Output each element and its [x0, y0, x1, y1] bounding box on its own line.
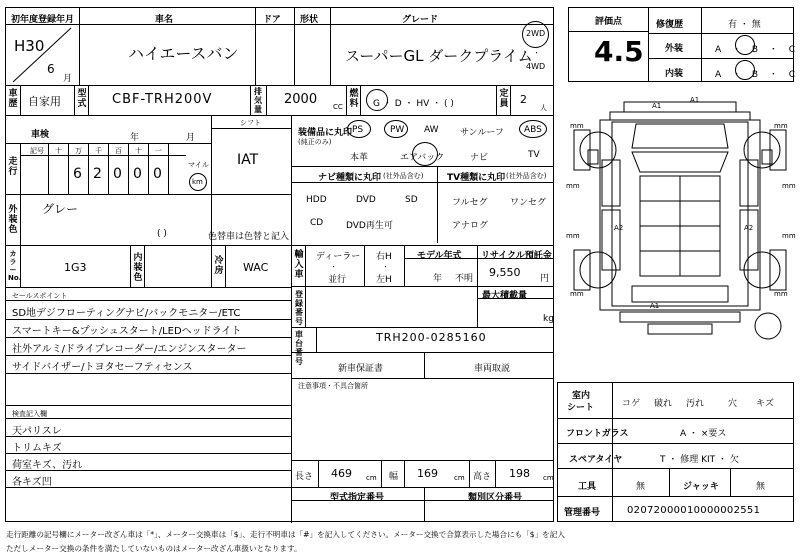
seat-item: キズ	[756, 399, 774, 409]
divider	[5, 115, 554, 116]
digit-header: 一	[155, 147, 162, 155]
month-unit: 月	[63, 74, 73, 84]
exterior-b-circle	[735, 35, 755, 55]
lh: 左H	[376, 275, 392, 285]
damage-label: A1	[652, 102, 662, 110]
divider	[5, 287, 291, 288]
navi-item: SD	[405, 195, 418, 205]
ac-label: 冷房	[214, 256, 224, 276]
digit-divider	[168, 143, 169, 194]
divider	[5, 194, 291, 195]
divider	[557, 496, 794, 497]
divider	[557, 468, 794, 469]
footnote-line1: 走行距離の記号欄にメーター改ざん車は「*」、メーター交換車は「$」、走行不明車は「#」を記入してください。メーター交換で合算表示した場合にも「$」を記入	[6, 530, 565, 539]
mileage-label: 走行	[8, 157, 18, 177]
shift-label: シフト	[240, 119, 261, 127]
damage-label: A2	[614, 224, 624, 232]
divider	[730, 468, 731, 496]
usage-label: 車歴	[8, 89, 18, 109]
divider	[211, 245, 212, 287]
divider	[557, 443, 794, 444]
inspector-line: 各キズ凹	[12, 477, 52, 488]
digit-divider	[68, 143, 69, 194]
grade: スーパーGL ダークプライム	[345, 47, 533, 65]
navi-label: ナビ種類に丸印	[318, 173, 382, 183]
rh: 右H	[376, 252, 392, 262]
navi-item: HDD	[306, 195, 327, 205]
fuel-label: 燃料	[349, 89, 359, 109]
cm: cm	[543, 474, 554, 482]
svg-text:mm: mm	[566, 232, 580, 240]
windshield-value: A ・ ×要ス	[680, 429, 727, 439]
divider	[5, 245, 554, 246]
footnote-line2: ただしメーター交換の条件を満たしていないものはメーター改ざん車扱いとなります。	[6, 544, 302, 553]
interior-seats-label-2: シート	[567, 403, 595, 413]
equipment-item: エアバック	[400, 153, 445, 163]
max-load-label: 最大積載量	[482, 291, 528, 301]
new-car-warranty: 新車保証書	[338, 364, 384, 374]
divider	[305, 245, 306, 286]
divider	[381, 460, 382, 487]
svg-text:mm: mm	[566, 182, 580, 190]
seat-item: 汚れ	[686, 399, 705, 409]
divider	[305, 286, 306, 327]
management-label: 管理番号	[564, 508, 601, 518]
divider	[20, 194, 21, 245]
divider	[437, 166, 438, 243]
displacement-label: 排気量	[254, 87, 262, 114]
digit-divider	[48, 143, 49, 194]
divider	[316, 327, 317, 352]
divider	[648, 58, 794, 59]
interior-label: 内装色	[133, 253, 143, 283]
digit-divider	[88, 143, 89, 194]
svg-text:mm: mm	[570, 290, 584, 298]
windshield-label: フロントガラス	[566, 429, 629, 439]
drive-4wd: 4WD	[526, 62, 546, 71]
seat-item: コゲ	[622, 399, 641, 409]
score: 4.5	[594, 35, 644, 68]
model-year-unknown: 不明	[455, 274, 474, 284]
reg-year: H30	[14, 37, 45, 55]
exterior-label: 外装色	[8, 205, 18, 235]
chassis-label: 車台番号	[295, 330, 303, 366]
tools-value: 無	[636, 482, 646, 492]
car-damage-diagram	[560, 90, 798, 370]
divider	[5, 418, 291, 419]
door-label: ドア	[263, 15, 281, 25]
divider	[5, 373, 291, 374]
tools-label: 工具	[578, 482, 597, 492]
equipment-sublabel: (純正のみ)	[298, 138, 332, 146]
navi-item: CD	[310, 218, 324, 228]
exterior-color: グレー	[42, 202, 79, 216]
divider	[495, 460, 496, 487]
divider	[404, 245, 405, 286]
exterior-note: 色替車は色替と記入	[208, 232, 290, 242]
divider	[5, 470, 291, 471]
equipment-item: PS	[352, 125, 364, 135]
model-year-year: 年	[433, 274, 443, 284]
shape-label: 形状	[300, 15, 319, 25]
dealer: ディーラー	[316, 252, 361, 262]
height-label: 高さ	[473, 472, 492, 482]
divider	[225, 245, 226, 287]
recycle-unit: 円	[540, 274, 550, 284]
divider	[291, 115, 292, 523]
cc-unit: CC	[333, 103, 343, 111]
divider	[424, 487, 425, 522]
divider	[291, 487, 554, 488]
model-label: 型式	[77, 89, 87, 109]
mileage-digit: 6	[73, 166, 82, 182]
length: 469	[331, 467, 352, 480]
divider	[557, 418, 794, 419]
inspection-label: 車検	[31, 130, 50, 140]
digit-header: 万	[75, 147, 82, 155]
color-no: 1G3	[64, 261, 87, 274]
repair-label: 修復歴	[656, 20, 684, 30]
divider	[330, 7, 331, 85]
fuel-options: G ・ D ・ HV ・ ( )	[373, 99, 454, 109]
navi-item: DVD再生可	[346, 221, 393, 231]
divider	[211, 128, 291, 129]
inspector-line: 荷室キズ、汚れ	[12, 460, 83, 471]
cm: cm	[366, 474, 377, 482]
digit-header: 十	[55, 147, 62, 155]
width-label: 幅	[389, 472, 399, 482]
equipment-item: TV	[528, 150, 540, 160]
capacity: 2	[520, 93, 527, 106]
dot: ・	[382, 263, 389, 271]
divider	[318, 460, 319, 487]
shift: IAT	[237, 152, 259, 168]
tv-label: TV種類に丸印	[447, 173, 506, 183]
divider	[701, 7, 702, 82]
divider	[5, 487, 291, 488]
seat-item: 破れ	[654, 399, 673, 409]
damage-label: A1	[690, 96, 700, 104]
svg-text:mm: mm	[782, 232, 796, 240]
mile-unit: マイル	[188, 161, 209, 169]
model: CBF-TRH200V	[112, 92, 213, 107]
car-name: ハイエースバン	[128, 44, 239, 63]
divider	[211, 115, 212, 245]
tv-item: ワンセグ	[510, 198, 547, 208]
digit-header: 記号	[30, 147, 44, 155]
divider	[291, 327, 554, 328]
divider	[74, 85, 75, 115]
abs-circle	[519, 120, 547, 138]
spare-tire-label: スペアタイヤ	[569, 455, 623, 465]
exterior-grade: A ・ B ・ C	[715, 45, 796, 55]
divider	[88, 85, 89, 115]
seat-item: 穴	[728, 399, 738, 409]
divider	[404, 460, 405, 487]
mileage-digit: 0	[133, 166, 142, 182]
interior-b-circle	[735, 60, 755, 80]
tv-note: (社外品含む)	[506, 172, 547, 180]
damage-label: A1	[650, 302, 660, 310]
digit-divider	[128, 143, 129, 194]
sales-point-line: 社外アルミ/ドライブレコーダー/エンジンスターター	[12, 344, 247, 355]
dot: ・	[330, 263, 337, 271]
first-reg-label: 初年度登録年月	[11, 15, 75, 25]
digit-divider	[108, 143, 109, 194]
displacement: 2000	[284, 92, 318, 107]
inspection-year: 年	[130, 133, 140, 143]
mileage-digit: 0	[153, 166, 162, 182]
divider	[424, 352, 425, 378]
score-label: 評価点	[595, 17, 623, 27]
pw-circle	[384, 120, 408, 138]
kg-unit: kg	[543, 314, 554, 324]
length-label: 長さ	[295, 472, 314, 482]
svg-text:mm: mm	[570, 122, 584, 130]
model-year-label: モデル年式	[417, 251, 462, 261]
divider	[250, 85, 251, 115]
interior-seats-label-1: 室内	[572, 391, 591, 401]
tv-item: アナログ	[452, 221, 489, 231]
mileage-digit: 2	[93, 166, 102, 182]
divider	[669, 468, 670, 496]
divider	[291, 286, 554, 287]
divider	[5, 319, 291, 320]
svg-text:mm: mm	[774, 290, 788, 298]
ps-circle	[347, 120, 371, 138]
divider	[266, 85, 267, 115]
damage-label: A2	[744, 224, 754, 232]
divider	[5, 405, 291, 406]
divider	[291, 460, 554, 461]
capacity-label: 定員	[499, 89, 509, 109]
tv-item: フルセグ	[452, 198, 488, 208]
fuel-g-circle	[366, 89, 388, 111]
equipment-item: 本革	[350, 153, 369, 163]
digit-header: 百	[115, 147, 122, 155]
sales-point-line: スマートキー&プッシュスタート/LEDヘッドライト	[12, 326, 242, 337]
divider	[648, 7, 649, 82]
equipment-item: ナビ	[470, 153, 489, 163]
sales-points-label: セールスポイント	[12, 292, 68, 300]
km-unit: km	[192, 178, 203, 186]
jack-value: 無	[756, 482, 766, 492]
divider	[255, 7, 256, 85]
drive-dot: ・	[533, 49, 540, 57]
class-label: 類別区分番号	[468, 493, 523, 503]
inspector-label: 検査記入欄	[12, 410, 47, 418]
mileage-digit: 0	[113, 166, 122, 182]
divider	[469, 460, 470, 487]
color-no-label: カラーNo.	[8, 250, 22, 282]
divider	[496, 85, 497, 115]
divider	[5, 453, 291, 454]
divider	[346, 85, 347, 115]
inspector-line: トリムキズ	[12, 443, 62, 454]
digit-header: 十	[135, 147, 142, 155]
divider	[294, 7, 295, 85]
divider	[144, 245, 145, 287]
ac: WAC	[243, 261, 269, 274]
car-name-label: 車名	[155, 15, 174, 25]
divider	[5, 436, 291, 437]
svg-text:mm: mm	[782, 182, 796, 190]
width: 169	[417, 467, 438, 480]
divider	[79, 7, 80, 85]
navi-note: (社外品含む)	[383, 172, 424, 180]
divider	[291, 166, 554, 167]
reg-month: 6	[47, 62, 55, 76]
divider	[510, 85, 511, 115]
drive-2wd: 2WD	[526, 29, 546, 38]
navi-item: DVD	[356, 195, 376, 205]
digit-header: 千	[95, 147, 102, 155]
grade-label: グレード	[402, 15, 439, 25]
sales-point-line: SD地デジフローティングナビ/バックモニター/ETC	[12, 308, 241, 319]
divider	[130, 245, 131, 287]
jack-label: ジャッキ	[683, 482, 719, 492]
divider	[5, 300, 291, 301]
equipment-item: ABS	[524, 125, 542, 135]
svg-text:mm: mm	[774, 122, 788, 130]
chassis-number: TRH200-0285160	[376, 331, 487, 344]
divider	[291, 352, 554, 353]
repair-value: 有 ・ 無	[728, 20, 761, 30]
parallel: 並行	[328, 275, 347, 285]
equipment-item: AW	[424, 125, 439, 135]
exterior-grade-label: 外装	[665, 44, 684, 54]
divider	[5, 337, 291, 338]
height: 198	[509, 467, 530, 480]
import-label: 輸入車	[294, 250, 304, 280]
equipment-item: サンルーフ	[460, 128, 504, 138]
recycle-label: リサイクル預託金	[481, 251, 552, 261]
divider	[20, 143, 21, 194]
divider	[360, 85, 361, 115]
type-designation-label: 型式指定番号	[330, 493, 385, 503]
digit-divider	[148, 143, 149, 194]
divider	[5, 355, 291, 356]
inspection-month: 月	[186, 133, 196, 143]
capacity-unit: 人	[540, 104, 547, 112]
interior-grade: A ・ B ・ C	[715, 70, 796, 80]
equipment-label: 装備品に丸印	[298, 128, 353, 138]
sales-point-line: サイドバイザー/トヨタセーフティセンス	[12, 362, 193, 373]
interior-grade-label: 内装	[665, 69, 684, 79]
management-number: 02072000010000002551	[627, 505, 761, 516]
divider	[648, 33, 794, 34]
divider	[20, 85, 21, 115]
equipment-item: PW	[390, 125, 405, 135]
caution-label: 注意事項・不具合箇所	[298, 382, 368, 390]
cm: cm	[454, 474, 465, 482]
usage: 自家用	[28, 95, 61, 108]
inspector-line: 天パリスレ	[12, 426, 62, 437]
manual: 車両取説	[474, 364, 511, 374]
divider	[568, 31, 648, 32]
airbag-circle	[412, 142, 438, 166]
exterior-note-paren: ( )	[157, 229, 167, 239]
recycle-value: 9,550	[489, 266, 521, 279]
spare-tire-value: T ・ 修理 KIT ・ 欠	[660, 455, 739, 465]
divider	[291, 378, 554, 379]
divider	[364, 245, 365, 286]
reg-no-label: 登録番号	[295, 290, 303, 326]
